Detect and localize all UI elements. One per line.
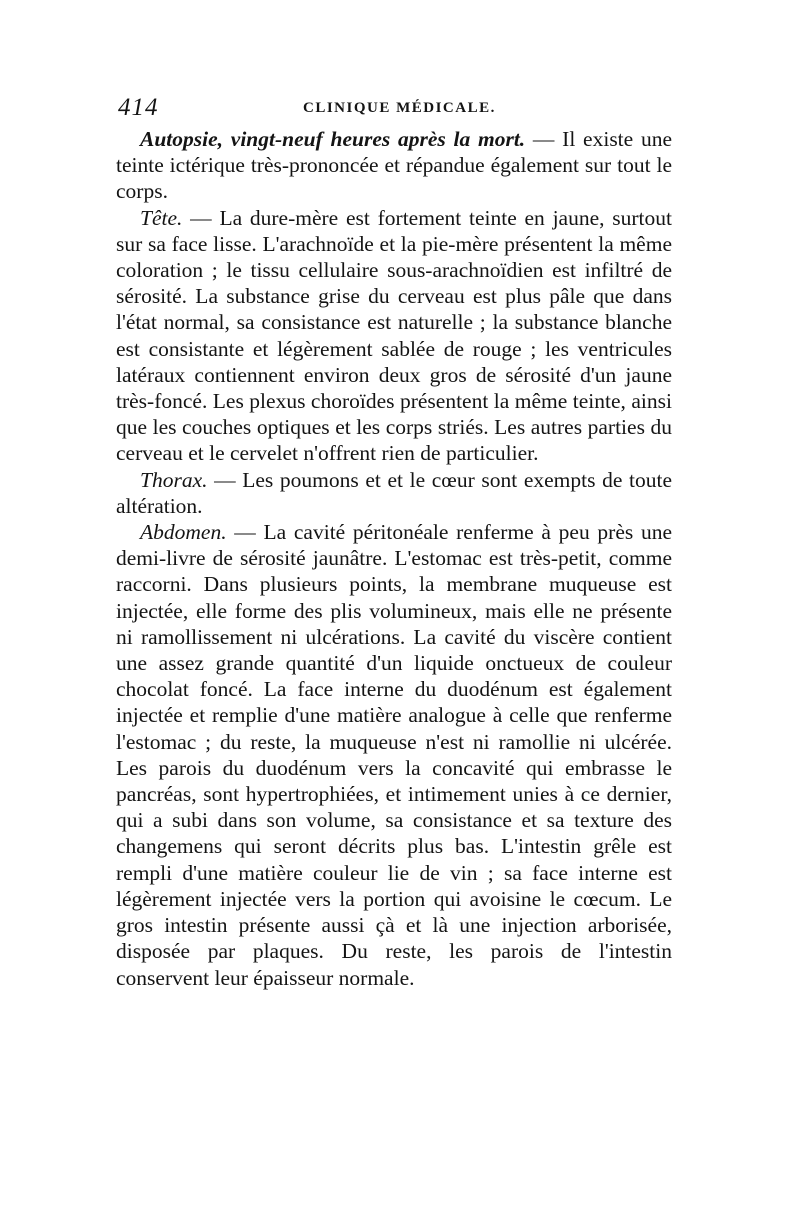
paragraph-autopsie (116, 126, 672, 205)
page-number: 414 (118, 94, 159, 121)
paragraph-text: — Il existe une teinte ictérique très-prononcée et répandue également sur tout le corps. (116, 127, 672, 204)
paragraph-text: — Les poumons et et le cœur sont exempts de toute altération. (116, 467, 672, 518)
paragraph-heading: Thorax. (140, 467, 208, 492)
running-title: CLINIQUE MÉDICALE. (303, 100, 496, 116)
paragraph-text: — La dure-mère est fortement teinte en jaune, surtout sur sa face lisse. L'arachnoïde et la pie-mère présentent la même coloration ; le tissu cellulaire sous-arachnoïdien est infiltré de sérosité. La substance grise du cerveau est plus pâle que dans l'état normal, sa consistance est naturelle ; la substance blanche est consistante et légèrement sablée de rouge ; les ventricules latéraux contiennent environ deux gros de sérosité d'un jaune très-foncé. Les plexus choroïdes présentent la même teinte, ainsi que les couches optiques et les corps striés. Les autres parties du cerveau et le cervelet n'offrent rien de particulier. (116, 205, 672, 466)
paragraph-heading: Abdomen. (140, 520, 227, 545)
running-head (118, 94, 680, 124)
body-text (116, 126, 672, 991)
paragraph-abdomen (116, 519, 672, 991)
paragraph-text: — La cavité péritonéale renferme à peu près une demi-livre de sérosité jaunâtre. L'estomac est très-petit, comme raccorni. Dans plusieurs points, la membrane muqueuse est injectée, elle forme des plis volumineux, mais elle ne présente ni ramollissement ni ulcérations. La cavité du viscère contient une assez grande quantité d'un liquide onctueux de couleur chocolat foncé. La face interne du duodénum est également injectée et remplie d'une matière analogue à celle que renferme l'estomac ; du reste, la muqueuse n'est ni ramollie ni ulcérée. Les parois du duodénum vers la concavité qui embrasse le pancréas, sont hypertrophiées, et intimement unies à ce dernier, qui a subi dans son volume, sa consistance et sa texture des changemens qui seront décrits plus bas. L'intestin grêle est rempli d'une matière couleur lie de vin ; sa face interne est légèrement injectée vers la portion qui avoisine le cœcum. Le gros intestin présente aussi çà et là une injection arborisée, disposée par plaques. Du reste, les parois de l'intestin conservent leur épaisseur normale. (116, 520, 672, 990)
paragraph-heading: Tête. (140, 205, 183, 230)
paragraph-tete (116, 205, 672, 467)
paragraph-heading: Autopsie, vingt-neuf heures après la mort. (140, 127, 526, 151)
paragraph-thorax (116, 467, 672, 519)
